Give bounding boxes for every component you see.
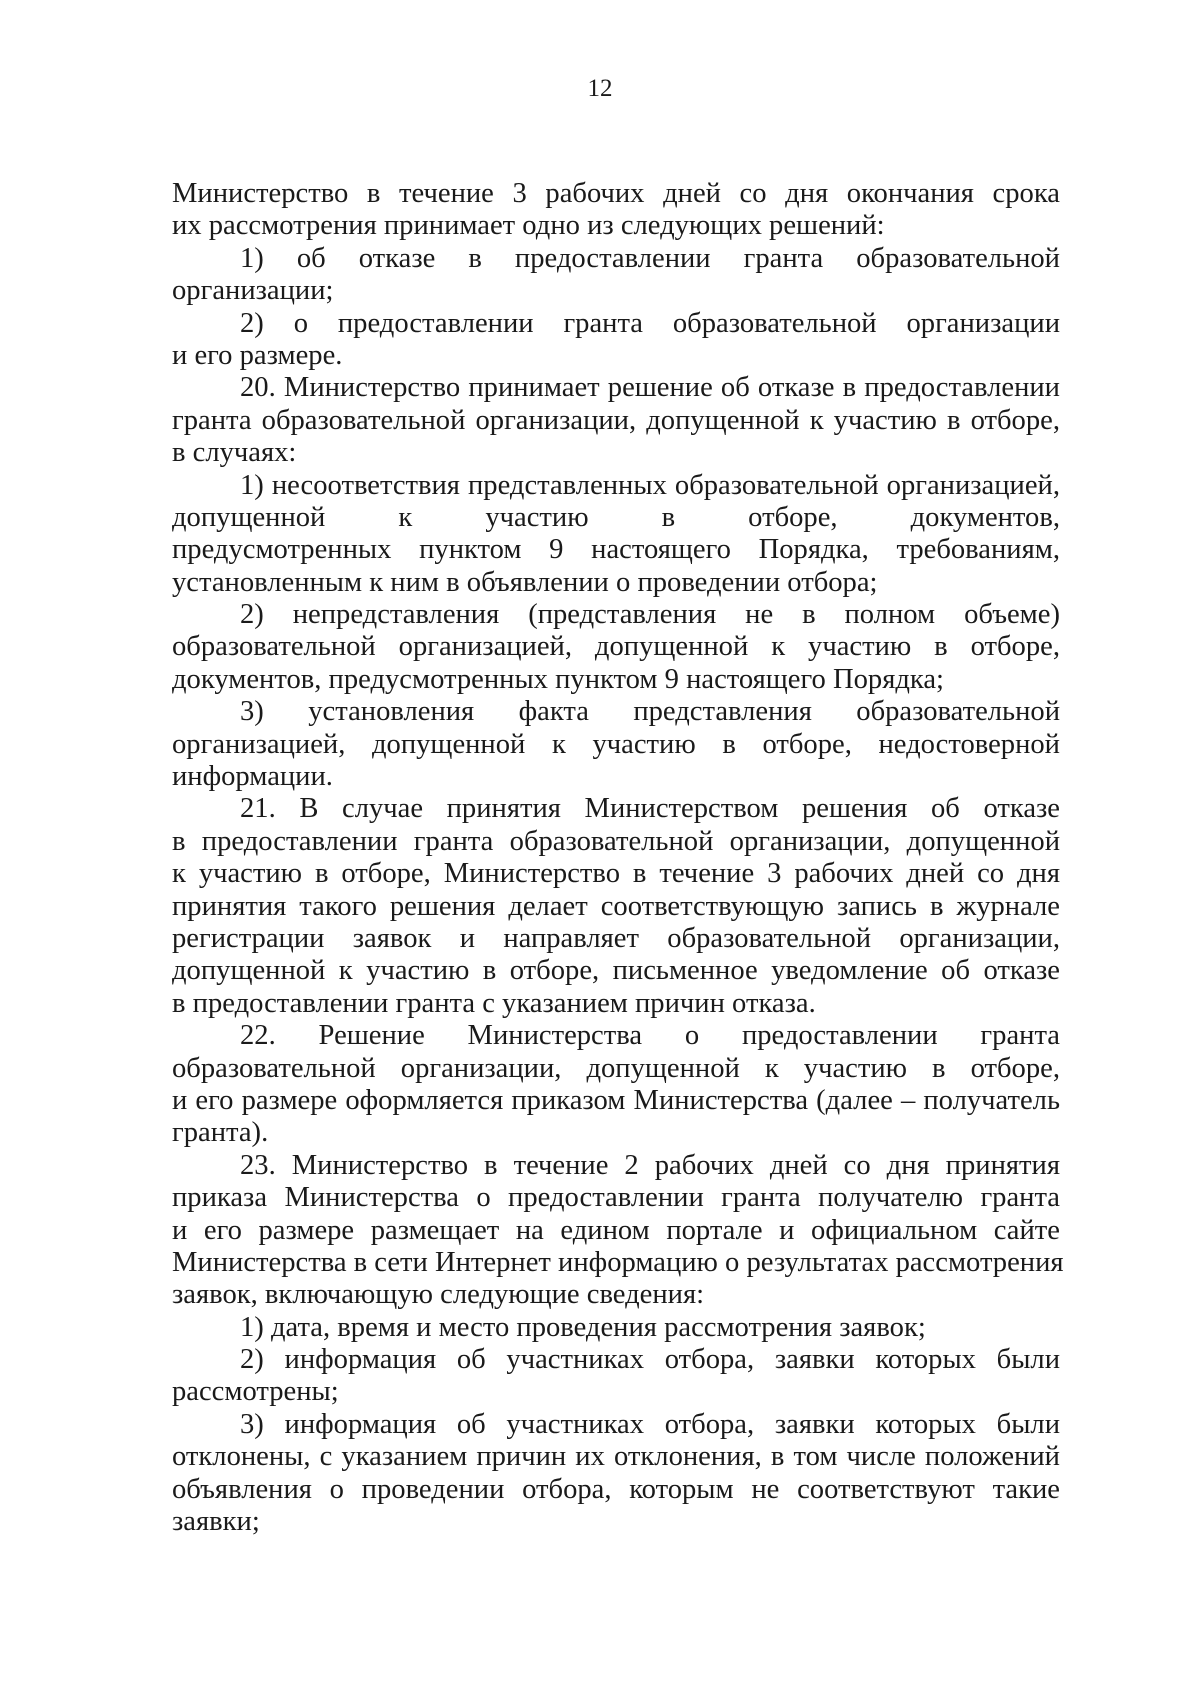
text-line: 2) непредставления (представления не в полном объеме): [240, 599, 1060, 631]
text-line: отклонены, с указанием причин их отклонения, в том числе положений: [172, 1441, 1060, 1473]
text-line: заявки;: [172, 1506, 260, 1538]
text-line: и его размере оформляется приказом Министерства (далее – получатель: [172, 1084, 1060, 1116]
text-line: в предоставлении гранта с указанием причин отказа.: [172, 987, 816, 1019]
text-line: в случаях:: [172, 437, 297, 469]
text-line: объявления о проведении отбора, которым не соответствуют такие: [172, 1473, 1060, 1505]
text-line: образовательной организацией, допущенной к участию в отборе,: [172, 631, 1060, 663]
text-line: 20. Министерство принимает решение об отказе в предоставлении: [240, 372, 1060, 404]
text-line: 2) информация об участниках отбора, заявки которых были: [240, 1344, 1060, 1376]
text-line: образовательной организации, допущенной к участию в отборе,: [172, 1052, 1060, 1084]
text-line: рассмотрены;: [172, 1376, 339, 1408]
text-line: 2) о предоставлении гранта образовательной организации: [240, 307, 1060, 339]
text-line: организации;: [172, 275, 334, 307]
body-text: [172, 178, 1064, 1538]
text-line: регистрации заявок и направляет образовательной организации,: [172, 922, 1060, 954]
page-number: 12: [587, 75, 613, 102]
text-line: гранта).: [172, 1117, 269, 1149]
text-line: принятия такого решения делает соответствующую запись в журнале: [172, 890, 1060, 922]
text-line: и его размере.: [172, 339, 343, 371]
text-line: допущенной к участию в отборе, документов,: [172, 501, 1060, 533]
text-line: Министерство в течение 3 рабочих дней со дня окончания срока: [172, 178, 1060, 209]
text-line: организацией, допущенной к участию в отборе, недостоверной: [172, 728, 1060, 760]
text-line: предусмотренных пунктом 9 настоящего Порядка, требованиям,: [172, 534, 1060, 566]
text-line: гранта образовательной организации, допущенной к участию в отборе,: [172, 404, 1060, 436]
text-line: к участию в отборе, Министерство в течение 3 рабочих дней со дня: [172, 858, 1060, 890]
text-line: информации.: [172, 761, 333, 793]
text-line: заявок, включающую следующие сведения:: [172, 1279, 705, 1311]
text-line: 21. В случае принятия Министерством решения об отказе: [240, 793, 1060, 825]
text-line: их рассмотрения принимает одно из следующих решений:: [172, 210, 885, 242]
text-line: приказа Министерства о предоставлении гранта получателю гранта: [172, 1182, 1060, 1214]
text-line: 1) дата, время и место проведения рассмотрения заявок;: [240, 1311, 926, 1343]
text-line: в предоставлении гранта образовательной организации, допущенной: [172, 825, 1060, 857]
text-line: документов, предусмотренных пунктом 9 настоящего Порядка;: [172, 663, 945, 695]
text-line: 23. Министерство в течение 2 рабочих дней со дня принятия: [240, 1149, 1060, 1181]
text-line: Министерства в сети Интернет информацию о результатах рассмотрения: [172, 1246, 1064, 1278]
text-line: 1) несоответствия представленных образовательной организацией,: [240, 469, 1060, 501]
text-line: 3) информация об участниках отбора, заявки которых были: [240, 1408, 1060, 1440]
text-line: установленным к ним в объявлении о проведении отбора;: [172, 566, 878, 598]
text-line: 3) установления факта представления образовательной: [240, 696, 1060, 728]
text-line: 22. Решение Министерства о предоставлении гранта: [240, 1020, 1060, 1052]
text-line: допущенной к участию в отборе, письменное уведомление об отказе: [172, 955, 1060, 987]
text-line: и его размере размещает на едином портале и официальном сайте: [172, 1214, 1060, 1246]
text-line: 1) об отказе в предоставлении гранта образовательной: [240, 242, 1060, 274]
